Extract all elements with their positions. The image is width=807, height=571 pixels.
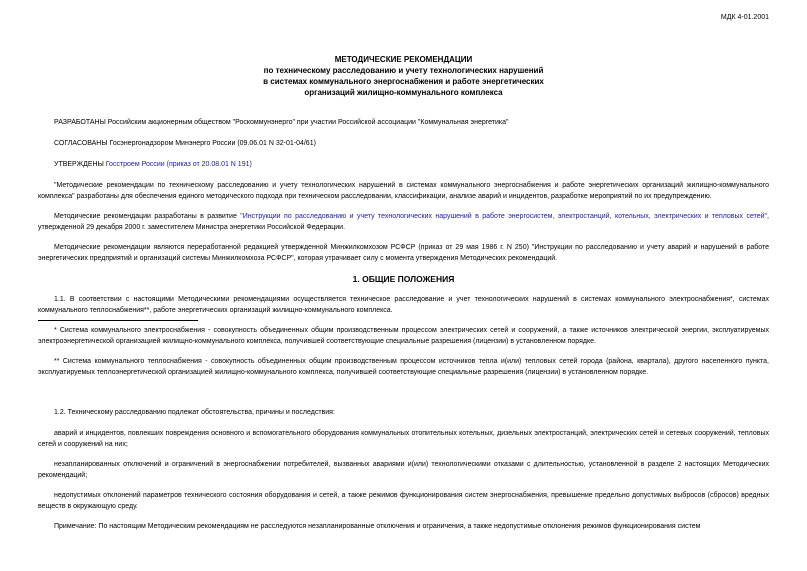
approved-link-order[interactable]: (приказ от 20.08.01 N 191)	[164, 161, 252, 168]
intro-paragraph-3: Методические рекомендации являются переработанной редакцией утвержденной Минжилкомхозом РСФСР (приказ от 29 мая 1986 г. N 250) "Инструкции по расследованию и учету аварий и нарушений в работе энергетических предприятий и организаций системы Минжилкомхоза РСФСР", которая утрачивает силу с момента утверждения Методических рекомендаций.	[38, 244, 769, 262]
developed-label: РАЗРАБОТАНЫ	[54, 119, 106, 126]
agreed-text: Госэнергонадзором Минэнерго России (09.06.01 N 32-01-04/61)	[107, 140, 316, 147]
approved-label: УТВЕРЖДЕНЫ	[54, 161, 104, 168]
approved-link-gosstroy[interactable]: Госстроем России	[103, 161, 165, 168]
intro-paragraph-1: "Методические рекомендации по техническому расследованию и учету технологических нарушений в системах коммунального энергоснабжения и работе энергетических организаций жилищно-коммунального комплекса" разработаны для обеспечения единого методического подхода при техническом расследовании, классификации, анализе аварий и инцидентов, разработке мероприятий по их предупреждению.	[38, 182, 769, 200]
intro2-text-a: Методические рекомендации разработаны в развитие	[54, 213, 241, 220]
approved-line	[38, 160, 769, 171]
developed-text: Российским акционерным обществом "Роскоммунэнерго" при участии Российской ассоциации "Коммунальная энергетика"	[105, 119, 509, 126]
intro2-text-b: , утвержденной 29 декабря 2000 г. заместителем Министра энергетики Российской Федерации.	[38, 213, 769, 231]
agreed-label: СОГЛАСОВАНЫ	[54, 140, 108, 147]
footnote-2: ** Система коммунального теплоснабжения - совокупность объединенных общим производственным процессом источников тепла и(или) тепловых сетей города (района, квартала), другого населенного пункта, эксплуатируемых теплоэнергетической организацией жилищно-коммунального комплекса, получившей соответствующие специальные разрешения (лицензии) в установленном порядке.	[38, 358, 769, 376]
title-line-2: по техническому расследованию и учету технологических нарушений	[263, 66, 544, 75]
instruction-link[interactable]: "Инструкции по расследованию и учету технологических нарушений в работе энергосистем, электростанций, котельных, электрических и тепловых сетей"	[240, 213, 768, 220]
footnote-1: * Система коммунального электроснабжения - совокупность объединенных общим производственным процессом электрических сетей и сооружений, а также источников электрической энергии, эксплуатируемых электроэнергетической организацией жилищно-коммунального комплекса, получившей соответствующие специальные разрешения (лицензии) в установленном порядке.	[38, 327, 769, 345]
document-title	[38, 54, 769, 98]
paragraph-1-2: 1.2. Техническому расследованию подлежат обстоятельства, причины и последствия:	[54, 409, 335, 416]
paragraph-1-1: 1.1. В соответствии с настоящими Методическими рекомендациями осуществляется техническое расследование и учет технологических нарушений в системах коммунального электроснабжения*, системах коммунального теплоснабжения**, работе энергетических организаций жилищно-коммунального комплекса.	[38, 296, 769, 314]
footnote-divider	[38, 320, 198, 321]
title-line-3: в системах коммунального энергоснабжения и работе энергетических	[263, 77, 544, 86]
intro-paragraph-2	[38, 212, 769, 233]
document-code: МДК 4-01.2001	[720, 14, 769, 21]
developed-line	[38, 118, 769, 129]
title-line-1: МЕТОДИЧЕСКИЕ РЕКОМЕНДАЦИИ	[334, 55, 473, 64]
note-paragraph: Примечание: По настоящим Методическим рекомендациям не расследуются незапланированные отключения и ограничения, а также недопустимые отклонения режимов функционирования систем	[54, 523, 701, 530]
list-item-2: незапланированных отключений и ограничений в энергоснабжении потребителей, вызванных авариями и(или) технологическими отказами с длительностью, установленной в разделе 2 настоящих Методических рекомендаций;	[38, 461, 769, 479]
list-item-1: аварий и инцидентов, повлекших повреждения основного и вспомогательного оборудования коммунальных отопительных котельных, дизельных электростанций, электрических сетей и сетевых сооружений, тепловых сетей и сооружений на них;	[38, 430, 769, 448]
list-item-3: недопустимых отклонений параметров технического состояния оборудования и сетей, а также режимов функционирования систем энергоснабжения, превышение предельно допустимых выбросов (сбросов) вредных веществ в окружающую среду.	[38, 492, 769, 510]
title-line-4: организаций жилищно-коммунального комплекса	[304, 88, 503, 97]
agreed-line	[38, 139, 769, 150]
section-heading-1: 1. ОБЩИЕ ПОЛОЖЕНИЯ	[352, 274, 455, 284]
